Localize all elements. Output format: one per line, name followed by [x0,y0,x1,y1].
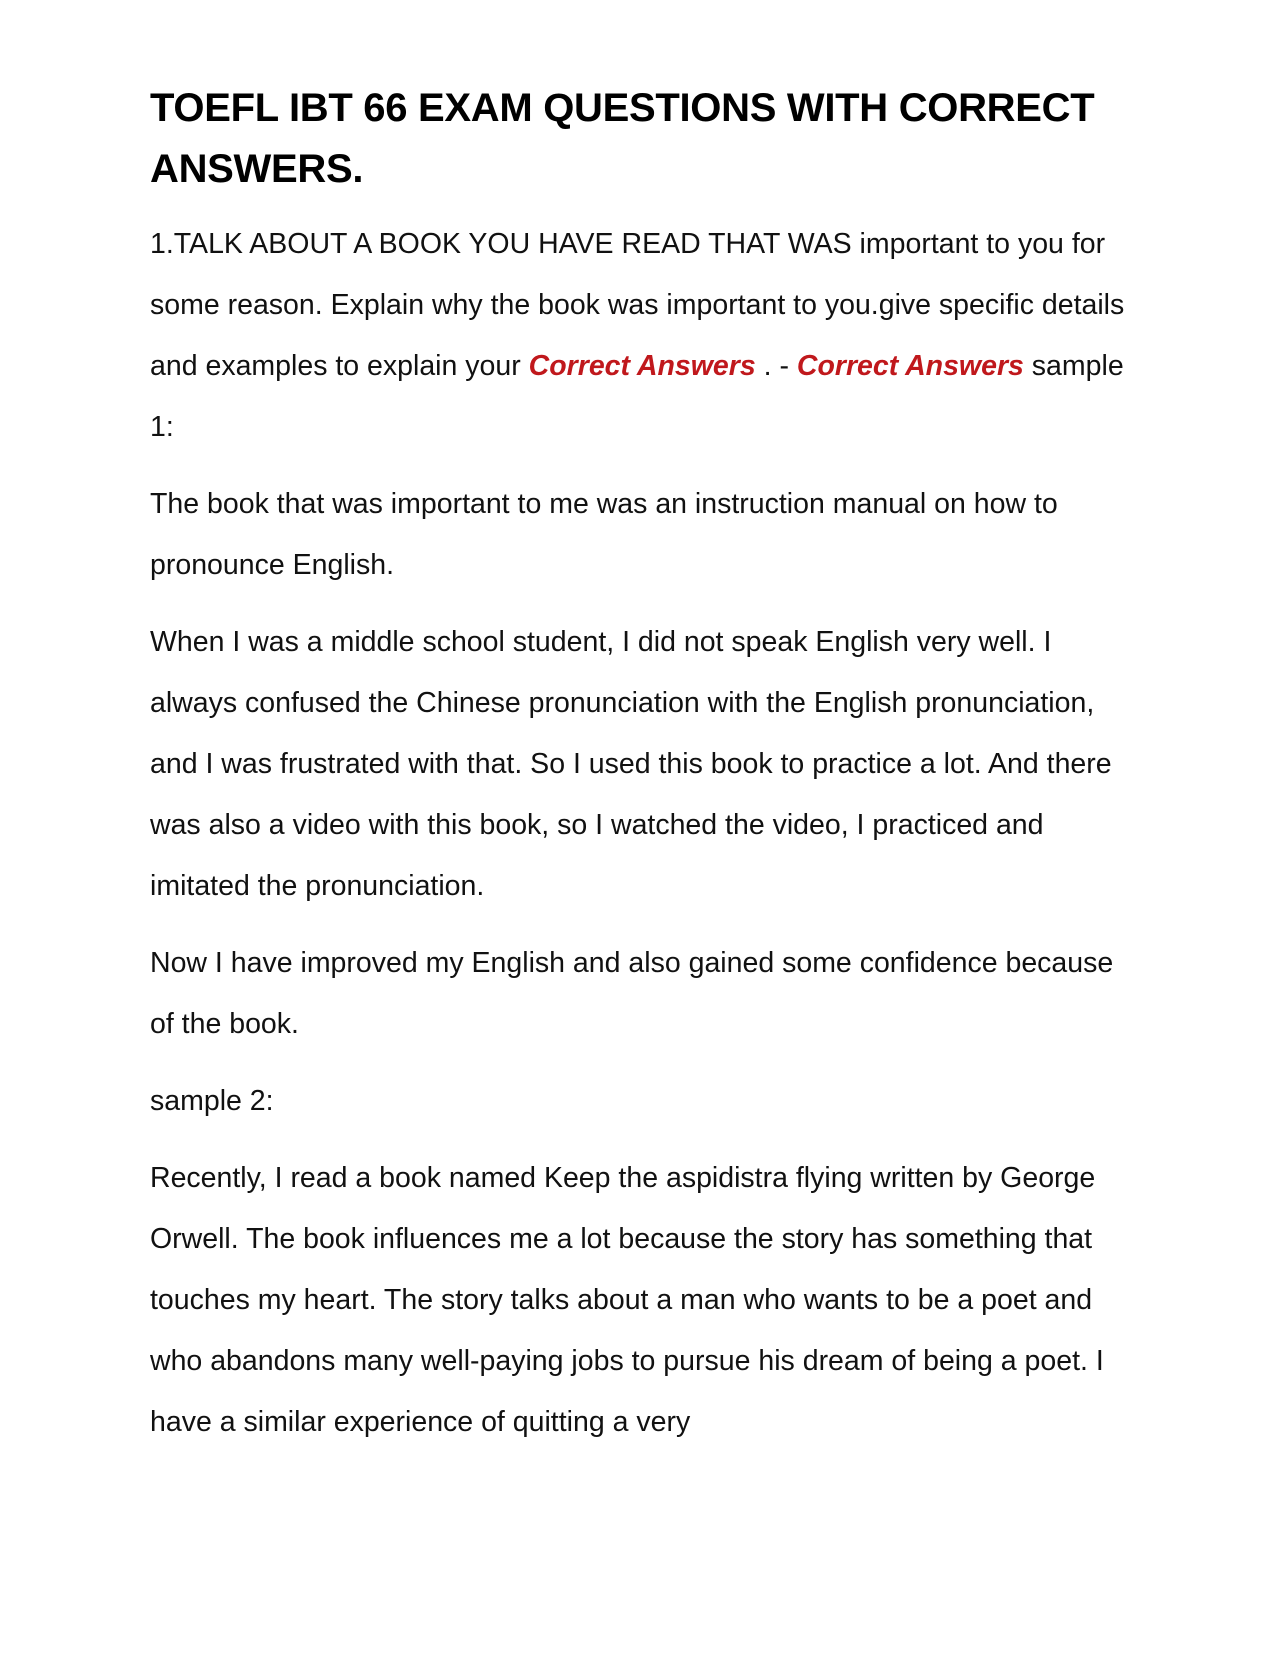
correct-answers-label: Correct Answers [528,350,756,382]
answer-paragraph: When I was a middle school student, I did not speak English very well. I always confused the Chinese pronunciation with the English pronunciation, and I was frustrated with that. So I used this book to practice a lot. And there was also a video with this book, so I watched the video, I practiced and imitated the pronunciation. [150,626,1112,902]
question-text: 1.TALK ABOUT A BOOK YOU HAVE READ THAT WAS important to you for some reason. Explain why the book was important to you.give specific details and examples to explain your [150,228,1125,382]
sample-label: sample 2: [150,1085,274,1117]
answer-paragraph: Now I have improved my English and also gained some confidence because of the book. [150,947,1114,1040]
sample-label: sample 1: [150,350,1124,443]
document-title: TOEFL IBT 66 EXAM QUESTIONS WITH CORRECT ANSWERS. [150,86,1095,191]
correct-answers-label: Correct Answers [796,350,1024,382]
question-paragraph [150,214,1130,458]
answer-paragraph: Recently, I read a book named Keep the aspidistra flying written by George Orwell. The book influences me a lot because the story has something that touches my heart. The story talks about a man who wants to be a poet and who abandons many well-paying jobs to pursue his dream of being a poet. I have a similar experience of quitting a very [150,1162,1104,1438]
document-body [150,78,1130,1469]
question-separator: . - [755,350,797,382]
answer-paragraph: The book that was important to me was an instruction manual on how to pronounce English. [150,488,1058,581]
